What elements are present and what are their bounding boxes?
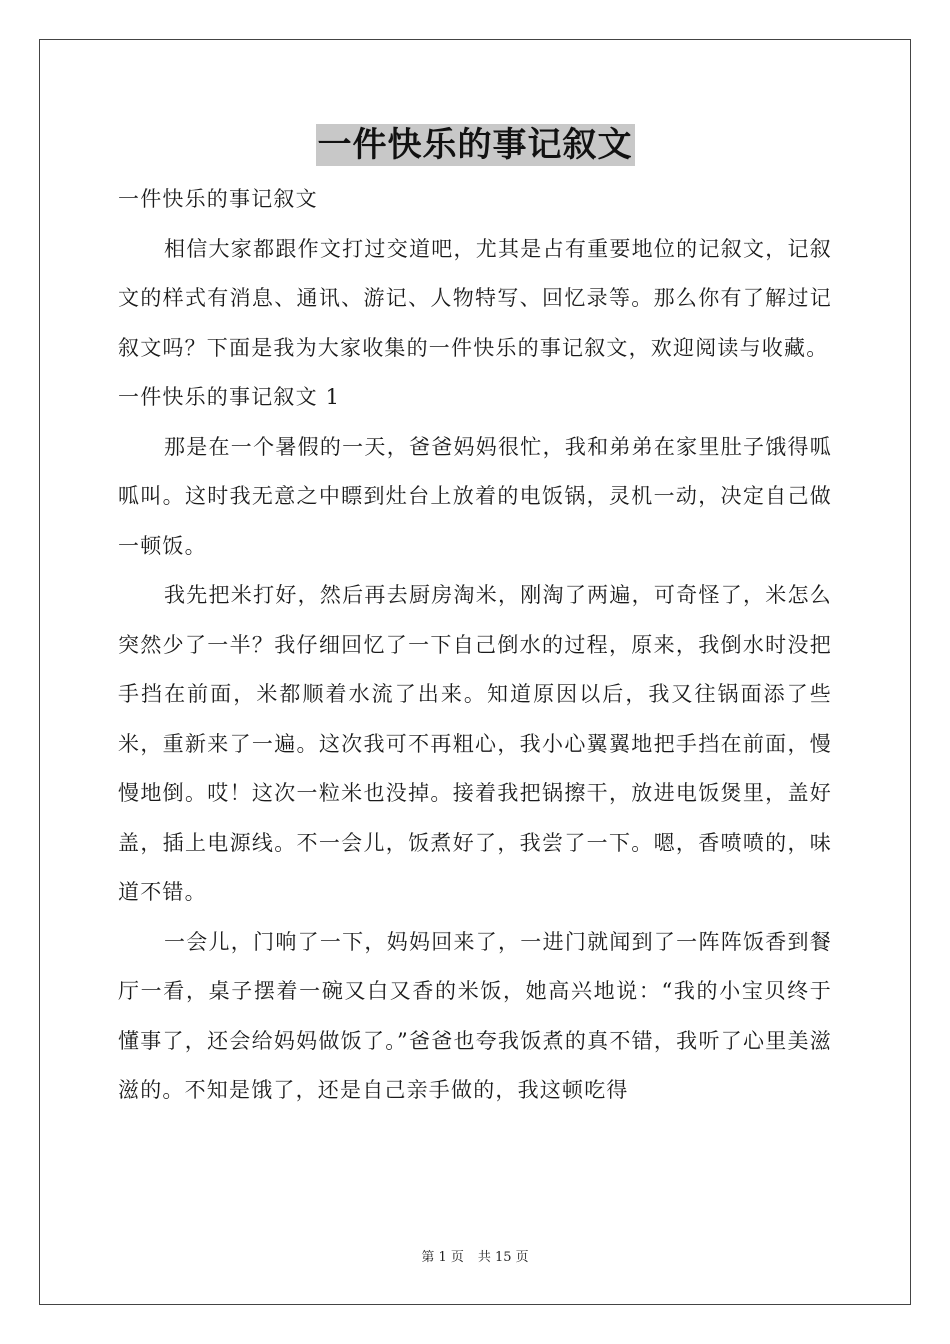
title-container bbox=[0, 124, 950, 166]
document-body bbox=[118, 175, 832, 1116]
page-total: 共 15 页 bbox=[477, 1250, 529, 1265]
body-paragraph: 相信大家都跟作文打过交道吧，尤其是占有重要地位的记叙文，记叙文的样式有消息、通讯、游记、人物特写、回忆录等。那么你有了解过记叙文吗？下面是我为大家收集的一件快乐的事记叙文，欢迎阅读与收藏。 bbox=[118, 236, 832, 360]
page-number: 第 1 页 bbox=[421, 1250, 464, 1265]
body-paragraph: 那是在一个暑假的一天，爸爸妈妈很忙，我和弟弟在家里肚子饿得呱呱叫。这时我无意之中瞟到灶台上放着的电饭锅，灵机一动，决定自己做一顿饭。 bbox=[118, 434, 832, 558]
page-footer bbox=[0, 1246, 950, 1265]
body-paragraph: 一会儿，门响了一下，妈妈回来了，一进门就闻到了一阵阵饭香到餐厅一看，桌子摆着一碗又白又香的米饭，她高兴地说：“我的小宝贝终于懂事了，还会给妈妈做饭了。”爸爸也夸我饭煮的真不错，我听了心里美滋滋的。不知是饿了，还是自己亲手做的，我这顿吃得 bbox=[118, 929, 832, 1102]
section-heading: 一件快乐的事记叙文 1 bbox=[118, 385, 341, 409]
body-paragraph: 我先把米打好，然后再去厨房淘米，刚淘了两遍，可奇怪了，米怎么突然少了一半？我仔细回忆了一下自己倒水的过程，原来，我倒水时没把手挡在前面，米都顺着水流了出来。知道原因以后，我又往锅面添了些米，重新来了一遍。这次我可不再粗心，我小心翼翼地把手挡在前面，慢慢地倒。哎！这次一粒米也没掉。接着我把锅擦干，放进电饭煲里，盖好盖，插上电源线。不一会儿，饭煮好了，我尝了一下。嗯，香喷喷的，味道不错。 bbox=[118, 583, 832, 904]
section-heading: 一件快乐的事记叙文 bbox=[118, 187, 318, 211]
document-title: 一件快乐的事记叙文 bbox=[317, 125, 633, 165]
